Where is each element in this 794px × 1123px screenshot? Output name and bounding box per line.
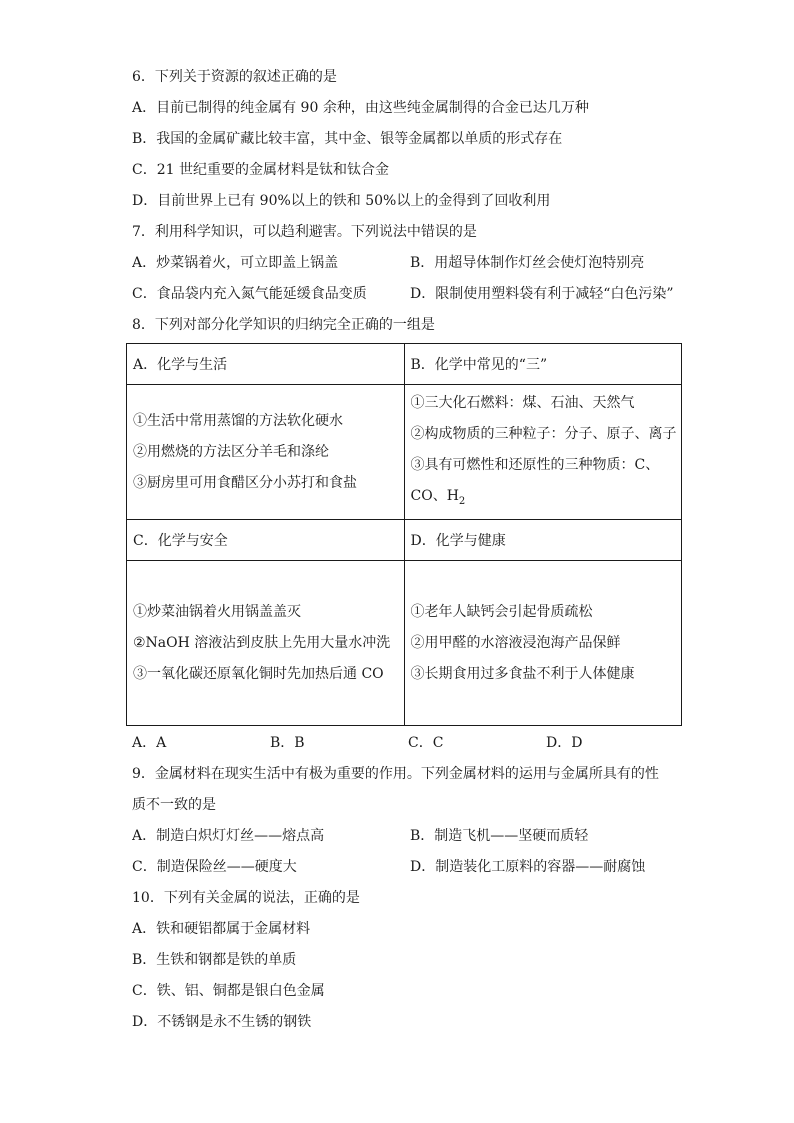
- q8-option-a: A．A: [132, 735, 167, 751]
- q8-a-item: ①生活中常用蒸馏的方法软化硬水: [133, 412, 343, 429]
- q8-b-body: [404, 385, 682, 520]
- q8-b-item3-text: ③具有可燃性和还原性的三种物质：C、CO、H: [410, 456, 660, 504]
- q9-option-c: C．制造保险丝——硬度大: [132, 859, 297, 875]
- q10-option-d: D．不锈钢是永不生锈的钢铁: [132, 1014, 312, 1030]
- q8-options: [132, 728, 692, 759]
- q9-option-b: B．制造飞机——坚硬而质轻: [410, 828, 589, 844]
- q8-option-b: B．B: [270, 735, 305, 751]
- q6-stem: 6．下列关于资源的叙述正确的是: [132, 69, 337, 85]
- q8-b-head: B．化学中常见的“三”: [404, 344, 682, 385]
- q8-d-head: D．化学与健康: [404, 520, 682, 561]
- q8-c-item: ②NaOH 溶液沾到皮肤上先用大量水冲洗: [133, 634, 391, 651]
- q8-a-head: A．化学与生活: [127, 344, 405, 385]
- q9-option-a: A．制造白炽灯灯丝——熔点高: [132, 828, 325, 844]
- q10-option-a: A．铁和硬铝都属于金属材料: [132, 921, 311, 937]
- q7-option-d: D．限制使用塑料袋有利于减轻“白色污染”: [410, 286, 674, 302]
- q9-stem-line2: 质不一致的是: [132, 797, 216, 813]
- q6-option-d: D．目前世界上已有 90%以上的铁和 50%以上的金得到了回收利用: [132, 193, 551, 209]
- q7-option-a: A．炒菜锅着火，可立即盖上锅盖: [132, 255, 339, 271]
- q8-c-head: C．化学与安全: [127, 520, 405, 561]
- q10-option-c: C．铁、铝、铜都是银白色金属: [132, 983, 325, 999]
- q8-b-item: ②构成物质的三种粒子：分子、原子、离子: [410, 425, 677, 442]
- exam-page: [132, 62, 692, 1038]
- q8-d-body: [404, 561, 682, 726]
- q8-option-c: C．C: [408, 735, 444, 751]
- q10-option-b: B．生铁和钢都是铁的单质: [132, 952, 297, 968]
- q8-b-item: [411, 450, 682, 517]
- q8-b-item: ①三大化石燃料：煤、石油、天然气: [410, 394, 635, 411]
- q9-stem-line1: 9．金属材料在现实生活中有极为重要的作用。下列金属材料的运用与金属所具有的性: [132, 766, 659, 782]
- q9-option-d: D．制造装化工原料的容器——耐腐蚀: [410, 859, 646, 875]
- q8-c-item: ①炒菜油锅着火用锅盖盖灭: [133, 603, 301, 620]
- q6-option-b: B．我国的金属矿藏比较丰富，其中金、银等金属都以单质的形式存在: [132, 131, 563, 147]
- q8-a-item: ③厨房里可用食醋区分小苏打和食盐: [133, 474, 357, 491]
- q9-row-ab: [132, 821, 692, 852]
- q8-a-item: ②用燃烧的方法区分羊毛和涤纶: [133, 443, 329, 460]
- q7-option-c: C．食品袋内充入氮气能延缓食品变质: [132, 286, 367, 302]
- q7-row-ab: [132, 248, 692, 279]
- q10-stem: 10．下列有关金属的说法，正确的是: [132, 890, 360, 906]
- q8-d-item: ②用甲醛的水溶液浸泡海产品保鲜: [410, 634, 621, 651]
- q8-c-item: ③一氧化碳还原氧化铜时先加热后通 CO: [133, 665, 384, 682]
- q6-option-c: C．21 世纪重要的金属材料是钛和钛合金: [132, 162, 389, 178]
- q7-stem: 7．利用科学知识，可以趋利避害。下列说法中错误的是: [132, 224, 477, 240]
- q9-row-cd: [132, 852, 692, 883]
- q8-b-item3-subscript: 2: [458, 495, 466, 507]
- q8-table: [126, 343, 682, 726]
- q8-stem: 8．下列对部分化学知识的归纳完全正确的一组是: [132, 317, 435, 333]
- q8-c-body: [127, 561, 405, 726]
- q7-row-cd: [132, 279, 692, 310]
- q8-a-body: [127, 385, 405, 520]
- q7-option-b: B．用超导体制作灯丝会使灯泡特别亮: [410, 255, 645, 271]
- q8-d-item: ①老年人缺钙会引起骨质疏松: [410, 603, 593, 620]
- q8-option-d: D．D: [546, 735, 583, 751]
- q8-d-item: ③长期食用过多食盐不利于人体健康: [410, 665, 635, 682]
- q6-option-a: A．目前已制得的纯金属有 90 余种，由这些纯金属制得的合金已达几万种: [132, 100, 589, 116]
